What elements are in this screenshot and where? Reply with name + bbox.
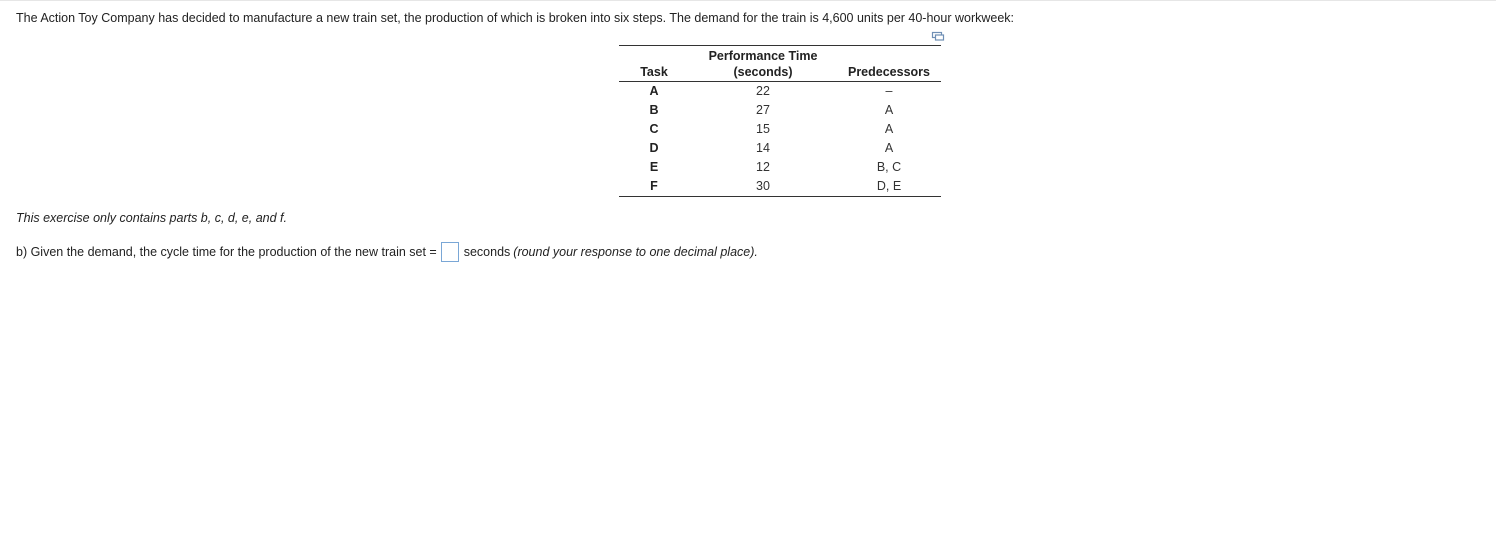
- table-row: [619, 82, 941, 102]
- header-time-line1: Performance Time: [708, 49, 818, 63]
- problem-intro: The Action Toy Company has decided to manufacture a new train set, the production of which is broken into six steps. The demand for the train is 4,600 units per 40-hour workweek:: [16, 11, 1015, 25]
- task-cell: C: [649, 122, 659, 136]
- table-header-row: [619, 46, 941, 82]
- task-cell: B: [649, 103, 659, 117]
- header-task: Task: [640, 65, 668, 79]
- time-cell: 30: [756, 179, 770, 193]
- predecessor-cell: –: [885, 84, 893, 98]
- predecessor-cell: A: [884, 141, 894, 155]
- time-cell: 15: [756, 122, 770, 136]
- task-cell: E: [649, 160, 659, 174]
- header-predecessors: Predecessors: [847, 65, 930, 79]
- top-divider: [0, 0, 1496, 1]
- time-cell: 14: [756, 141, 770, 155]
- header-performance-time: [689, 46, 837, 82]
- time-cell: 22: [756, 84, 770, 98]
- header-time-line2: (seconds): [733, 65, 793, 79]
- cycle-time-answer-input[interactable]: [441, 242, 459, 262]
- predecessor-cell: D, E: [876, 179, 902, 193]
- table-row: [619, 120, 941, 139]
- exercise-note: This exercise only contains parts b, c, d, e, and f.: [16, 211, 287, 225]
- table-row: [619, 139, 941, 158]
- predecessor-cell: A: [884, 122, 894, 136]
- task-data-table: [619, 45, 941, 197]
- task-cell: D: [649, 141, 659, 155]
- table-row: [619, 158, 941, 177]
- predecessor-cell: A: [884, 103, 894, 117]
- question-b-unit: seconds: [463, 245, 511, 259]
- table-row: [619, 101, 941, 120]
- question-b: [16, 242, 758, 262]
- task-cell: F: [650, 179, 658, 193]
- time-cell: 12: [756, 160, 770, 174]
- time-cell: 27: [756, 103, 770, 117]
- table-row: [619, 177, 941, 197]
- predecessor-cell: B, C: [876, 160, 902, 174]
- task-cell: A: [649, 84, 659, 98]
- question-b-prefix: b) Given the demand, the cycle time for the production of the new train set =: [16, 245, 437, 259]
- question-b-hint: (round your response to one decimal place).: [513, 245, 758, 259]
- copy-to-clipboard-icon[interactable]: [931, 31, 945, 41]
